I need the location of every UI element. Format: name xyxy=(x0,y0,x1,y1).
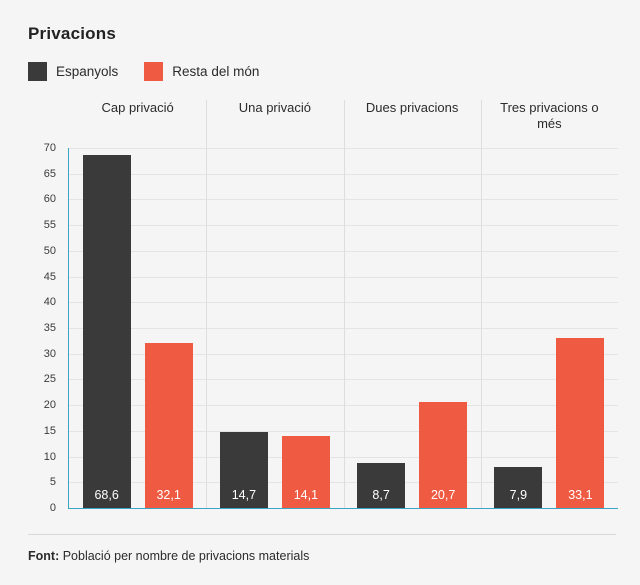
bar-value: 68,6 xyxy=(94,488,119,502)
bar-espanyols[interactable] xyxy=(357,463,405,508)
group-label: Una privació xyxy=(238,100,311,115)
y-tick: 25 xyxy=(43,373,56,386)
legend-label-espanyols: Espanyols xyxy=(56,64,119,79)
footnote-text: Població per nombre de privacions materials xyxy=(59,549,310,563)
y-tick: 55 xyxy=(43,219,56,232)
y-tick: 0 xyxy=(49,502,56,514)
bar-resta-del-mon[interactable] xyxy=(282,436,330,509)
y-tick: 45 xyxy=(43,270,56,283)
y-axis xyxy=(28,142,62,514)
y-tick: 30 xyxy=(43,347,56,360)
chart-plot-area xyxy=(28,100,618,520)
y-tick: 35 xyxy=(43,322,56,334)
bar-value: 32,1 xyxy=(156,488,181,502)
y-tick: 10 xyxy=(43,450,56,463)
legend-item-resta-del-mon xyxy=(144,62,259,81)
chart-legend xyxy=(28,62,259,81)
bar-group-tres-privacions-o-mes xyxy=(481,100,618,508)
bar-resta-del-mon[interactable] xyxy=(145,343,193,508)
bar-value: 8,7 xyxy=(372,488,390,502)
bar-groups xyxy=(69,100,618,508)
y-tick: 60 xyxy=(43,193,56,206)
y-tick: 40 xyxy=(43,296,56,309)
chart-grid xyxy=(68,100,618,509)
bar-group-dues-privacions xyxy=(344,100,481,508)
group-label: Dues privacions xyxy=(365,100,459,115)
bar-group-cap-privacio xyxy=(69,100,206,508)
bar-value: 14,7 xyxy=(231,488,257,502)
y-tick: 70 xyxy=(43,142,56,154)
legend-label-resta-del-mon: Resta del món xyxy=(172,64,260,79)
bar-resta-del-mon[interactable] xyxy=(556,338,604,508)
footnote-label: Font: xyxy=(28,549,60,563)
bar-value: 33,1 xyxy=(568,488,593,502)
legend-swatch-espanyols xyxy=(28,62,47,81)
y-tick: 20 xyxy=(43,399,56,412)
bar-value: 20,7 xyxy=(430,488,456,502)
bar-resta-del-mon[interactable] xyxy=(419,402,467,508)
group-label: Tres privacions o més xyxy=(500,100,599,131)
legend-swatch-resta-del-mon xyxy=(144,62,163,81)
y-tick: 15 xyxy=(43,424,56,437)
y-tick: 5 xyxy=(49,476,56,489)
bar-espanyols[interactable] xyxy=(83,155,131,508)
y-tick: 50 xyxy=(43,244,56,257)
bar-value: 7,9 xyxy=(509,488,528,502)
legend-item-espanyols xyxy=(28,62,118,81)
y-tick: 65 xyxy=(43,167,56,180)
bar-espanyols[interactable] xyxy=(220,432,268,508)
chart-footnote xyxy=(28,534,616,563)
bar-group-una-privacio xyxy=(206,100,343,508)
bar-value: 14,1 xyxy=(293,488,319,502)
page-title: Privacions xyxy=(28,24,116,43)
bar-espanyols[interactable] xyxy=(494,467,542,508)
group-label: Cap privació xyxy=(101,100,174,115)
